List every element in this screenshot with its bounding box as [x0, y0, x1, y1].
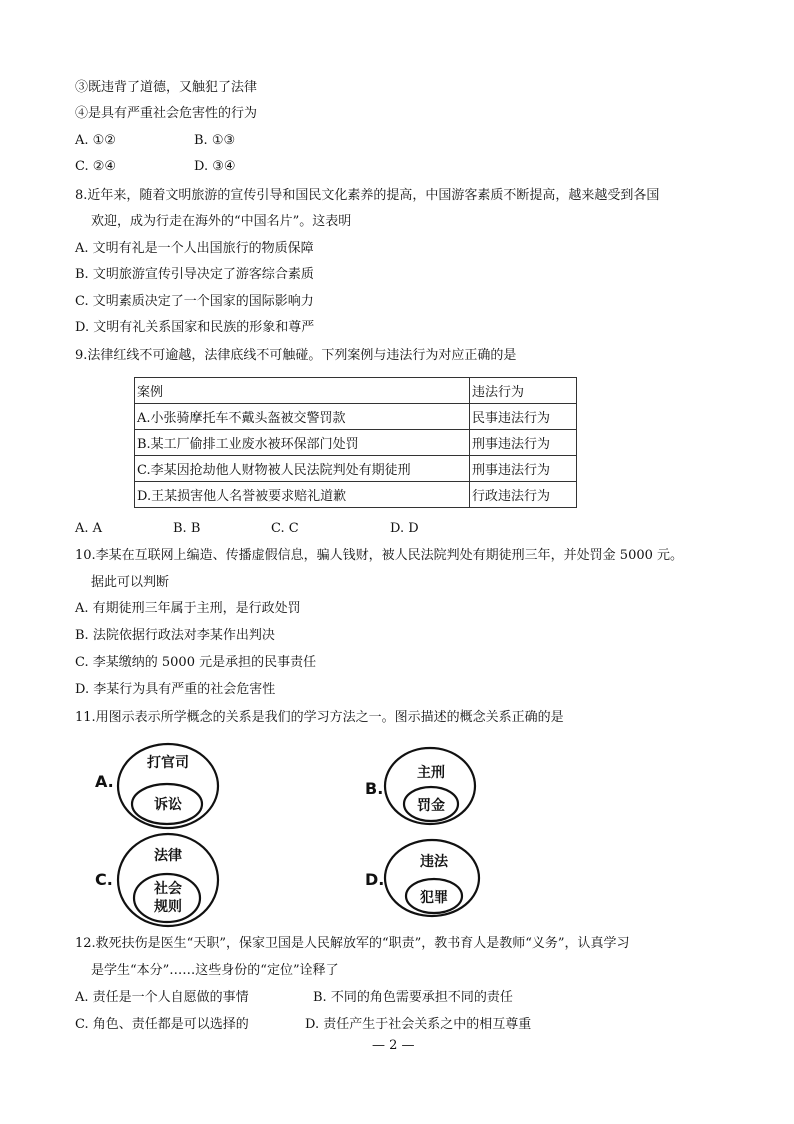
diagram-c-letter: C.: [95, 870, 113, 889]
diagram-c-inner-label-line1: 社会: [154, 881, 182, 897]
table-cell-case: D.王某损害他人名誉被要求赔礼道歉: [135, 482, 470, 508]
q12-option-d: D. 责任产生于社会关系之中的相互尊重: [305, 1017, 532, 1032]
q12-option-a: A. 责任是一个人自愿做的事情: [75, 990, 249, 1005]
table-cell-violation: 刑事违法行为: [470, 456, 577, 482]
table-cell-case: C.李某因抢劫他人财物被人民法院判处有期徒刑: [135, 456, 470, 482]
q8-option-c: C. 文明素质决定了一个国家的国际影响力: [75, 294, 314, 309]
q7-option-c: C. ②④: [75, 159, 117, 174]
q12-stem-line1: 12.救死扶伤是医生“天职”，保家卫国是人民解放军的“职责”，教书育人是教师“义务”，认真学习: [75, 936, 630, 951]
q9-case-table: [134, 377, 577, 508]
q8-option-b: B. 文明旅游宣传引导决定了游客综合素质: [75, 267, 314, 282]
q10-option-a: A. 有期徒刑三年属于主刑，是行政处罚: [75, 601, 301, 616]
diagram-c-outer-label: 法律: [154, 848, 182, 864]
q12-option-b: B. 不同的角色需要承担不同的责任: [313, 990, 513, 1005]
diagram-c: [115, 832, 225, 930]
diagram-a-letter: A.: [95, 772, 114, 791]
q7-option-b: B. ①③: [194, 133, 236, 148]
q8-stem-line2: 欢迎，成为行走在海外的“中国名片”。这表明: [91, 214, 352, 229]
table-cell-case: A.小张骑摩托车不戴头盔被交警罚款: [135, 404, 470, 430]
diagram-b: [382, 746, 482, 828]
page-number: — 2 —: [372, 1038, 415, 1053]
table-cell-violation: 行政违法行为: [470, 482, 577, 508]
q7-option-d: D. ③④: [194, 159, 236, 174]
table-row: [135, 456, 577, 482]
table-cell-case: B.某工厂偷排工业废水被环保部门处罚: [135, 430, 470, 456]
q10-option-d: D. 李某行为具有严重的社会危害性: [75, 682, 276, 697]
q7-option-a: A. ①②: [75, 133, 116, 148]
diagram-d: [382, 838, 486, 920]
table-cell-violation: 民事违法行为: [470, 404, 577, 430]
diagram-a-outer-label: 打官司: [147, 755, 189, 771]
q10-option-b: B. 法院依据行政法对李某作出判决: [75, 628, 275, 643]
table-cell-violation: 刑事违法行为: [470, 430, 577, 456]
diagram-d-letter: D.: [365, 870, 385, 889]
q10-stem-line1: 10.李某在互联网上编造、传播虚假信息，骗人钱财，被人民法院判处有期徒刑三年，并处罚金 5000 元。: [75, 548, 684, 563]
diagram-b-letter: B.: [365, 779, 384, 798]
q8-stem-line1: 8.近年来，随着文明旅游的宣传引导和国民文化素养的提高，中国游客素质不断提高，越来越受到各国: [75, 188, 660, 203]
diagram-d-outer-label: 违法: [420, 854, 448, 870]
diagram-d-inner-label: 犯罪: [420, 890, 448, 906]
q9-option-b: B. B: [173, 521, 201, 536]
q8-option-d: D. 文明有礼关系国家和民族的形象和尊严: [75, 320, 315, 335]
table-header-violation: 违法行为: [470, 378, 577, 404]
q7-item-4: ④是具有严重社会危害性的行为: [75, 106, 258, 121]
q7-item-3: ③既违背了道德，又触犯了法律: [75, 80, 258, 95]
q9-stem: 9.法律红线不可逾越，法律底线不可触碰。下列案例与违法行为对应正确的是: [75, 348, 517, 363]
diagram-a-inner-label: 诉讼: [154, 797, 182, 813]
q12-stem-line2: 是学生“本分”……这些身份的“定位”诠释了: [91, 963, 339, 978]
q9-option-a: A. A: [75, 521, 103, 536]
q10-stem-line2: 据此可以判断: [91, 575, 170, 590]
diagram-b-inner-label: 罚金: [417, 798, 445, 814]
table-row: [135, 482, 577, 508]
q11-stem: 11.用图示表示所学概念的关系是我们的学习方法之一。图示描述的概念关系正确的是: [75, 710, 564, 725]
diagram-c-inner-label-line2: 规则: [154, 899, 182, 915]
q10-option-c: C. 李某缴纳的 5000 元是承担的民事责任: [75, 655, 317, 670]
table-row: [135, 404, 577, 430]
diagram-a: [115, 742, 225, 832]
table-row: [135, 430, 577, 456]
q8-option-a: A. 文明有礼是一个人出国旅行的物质保障: [75, 241, 314, 256]
q12-option-c: C. 角色、责任都是可以选择的: [75, 1017, 249, 1032]
q9-option-c: C. C: [271, 521, 299, 536]
table-header-case: 案例: [135, 378, 470, 404]
diagram-b-outer-label: 主刑: [417, 765, 445, 781]
table-header-row: [135, 378, 577, 404]
q9-option-d: D. D: [390, 521, 419, 536]
